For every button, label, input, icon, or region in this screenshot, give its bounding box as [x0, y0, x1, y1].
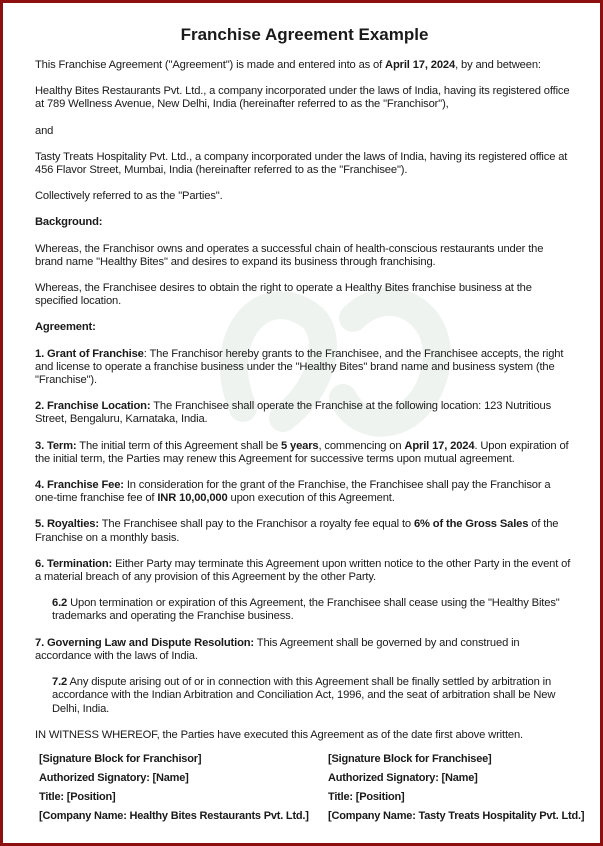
clause-termination-sub: 6.2 Upon termination or expiration of this Agreement, the Franchisee shall cease using the "Healthy Bites" trademarks and operating the Franchise business.	[52, 597, 560, 623]
document-title: Franchise Agreement Example	[180, 25, 429, 44]
franchisee-signature-block: [Signature Block for Franchisee]	[328, 753, 492, 765]
clause-grant-of-franchise: 1. Grant of Franchise: The Franchisor hereby grants to the Franchisee, and the Franchisee accepts, the right and license to operate a franchise business under the "Healthy Bites" brand name and business system (the "Franchise").	[35, 347, 564, 387]
clause-termination: 6. Termination: Either Party may terminate this Agreement upon written notice to the other Party in the event of a material breach of any provision of this Agreement by the other Party.	[35, 557, 571, 584]
background-heading: Background:	[35, 216, 103, 229]
witness-statement: IN WITNESS WHEREOF, the Parties have executed this Agreement as of the date first above written.	[35, 728, 524, 741]
franchisee-signatory: Authorized Signatory: [Name]	[328, 772, 478, 784]
franchisor-paragraph: Healthy Bites Restaurants Pvt. Ltd., a company incorporated under the laws of India, having its registered office at 789 Wellness Avenue, New Delhi, India (hereinafter referred to as the "Franchisor"),	[35, 85, 570, 111]
clause-franchise-fee: 4. Franchise Fee: In consideration for the grant of the Franchise, the Franchisee shall pay the Franchisor a one-time franchise fee of INR 10,00,000 upon execution of this Agreement.	[35, 479, 551, 505]
franchisor-title: Title: [Position]	[39, 791, 116, 803]
clause-governing-law: 7. Governing Law and Dispute Resolution: This Agreement shall be governed by and construed in accordance with the laws of India.	[35, 636, 520, 662]
whereas-paragraph-1: Whereas, the Franchisor owns and operates a successful chain of health-conscious restaurants under the brand name "Healthy Bites" and desires to expand its business through franchising.	[35, 242, 544, 268]
agreement-heading: Agreement:	[35, 321, 96, 334]
franchisor-company: [Company Name: Healthy Bites Restaurants Pvt. Ltd.]	[39, 810, 309, 822]
franchisor-signatory: Authorized Signatory: [Name]	[39, 772, 189, 784]
franchisee-company: [Company Name: Tasty Treats Hospitality Pvt. Ltd.]	[328, 810, 585, 822]
whereas-paragraph-2: Whereas, the Franchisee desires to obtain the right to operate a Healthy Bites franchise business at the specified location.	[35, 282, 532, 308]
parties-text: Collectively referred to as the "Parties".	[35, 190, 223, 203]
signature-section	[39, 753, 592, 823]
and-text: and	[35, 124, 54, 137]
franchisor-signature-block: [Signature Block for Franchisor]	[39, 753, 202, 765]
franchisee-paragraph: Tasty Treats Hospitality Pvt. Ltd., a company incorporated under the laws of India, having its registered office at 456 Flavor Street, Mumbai, India (hereinafter referred to as the "Franchisee").	[35, 150, 568, 177]
clause-franchise-location: 2. Franchise Location: The Franchisee shall operate the Franchise at the following location: 123 Nutritious Street, Bengaluru, Karnataka, India.	[35, 400, 552, 426]
clause-royalties: 5. Royalties: The Franchisee shall pay to the Franchisor a royalty fee equal to 6% of the Gross Sales of the Franchise on a monthly basis.	[35, 518, 559, 544]
franchisee-title: Title: [Position]	[328, 791, 405, 803]
clause-term: 3. Term: The initial term of this Agreement shall be 5 years, commencing on April 17, 2024. Upon expiration of the initial term, the Parties may renew this Agreement for successive terms upon mutual agreement.	[35, 439, 569, 465]
intro-paragraph: This Franchise Agreement ("Agreement") is made and entered into as of April 17, 2024, by and between:	[35, 59, 541, 71]
clause-dispute-resolution: 7.2 Any dispute arising out of or in connection with this Agreement shall be finally settled by arbitration in accordance with the Indian Arbitration and Conciliation Act, 1996, and the seat of arbitration shall be New Delhi, India.	[52, 676, 556, 715]
